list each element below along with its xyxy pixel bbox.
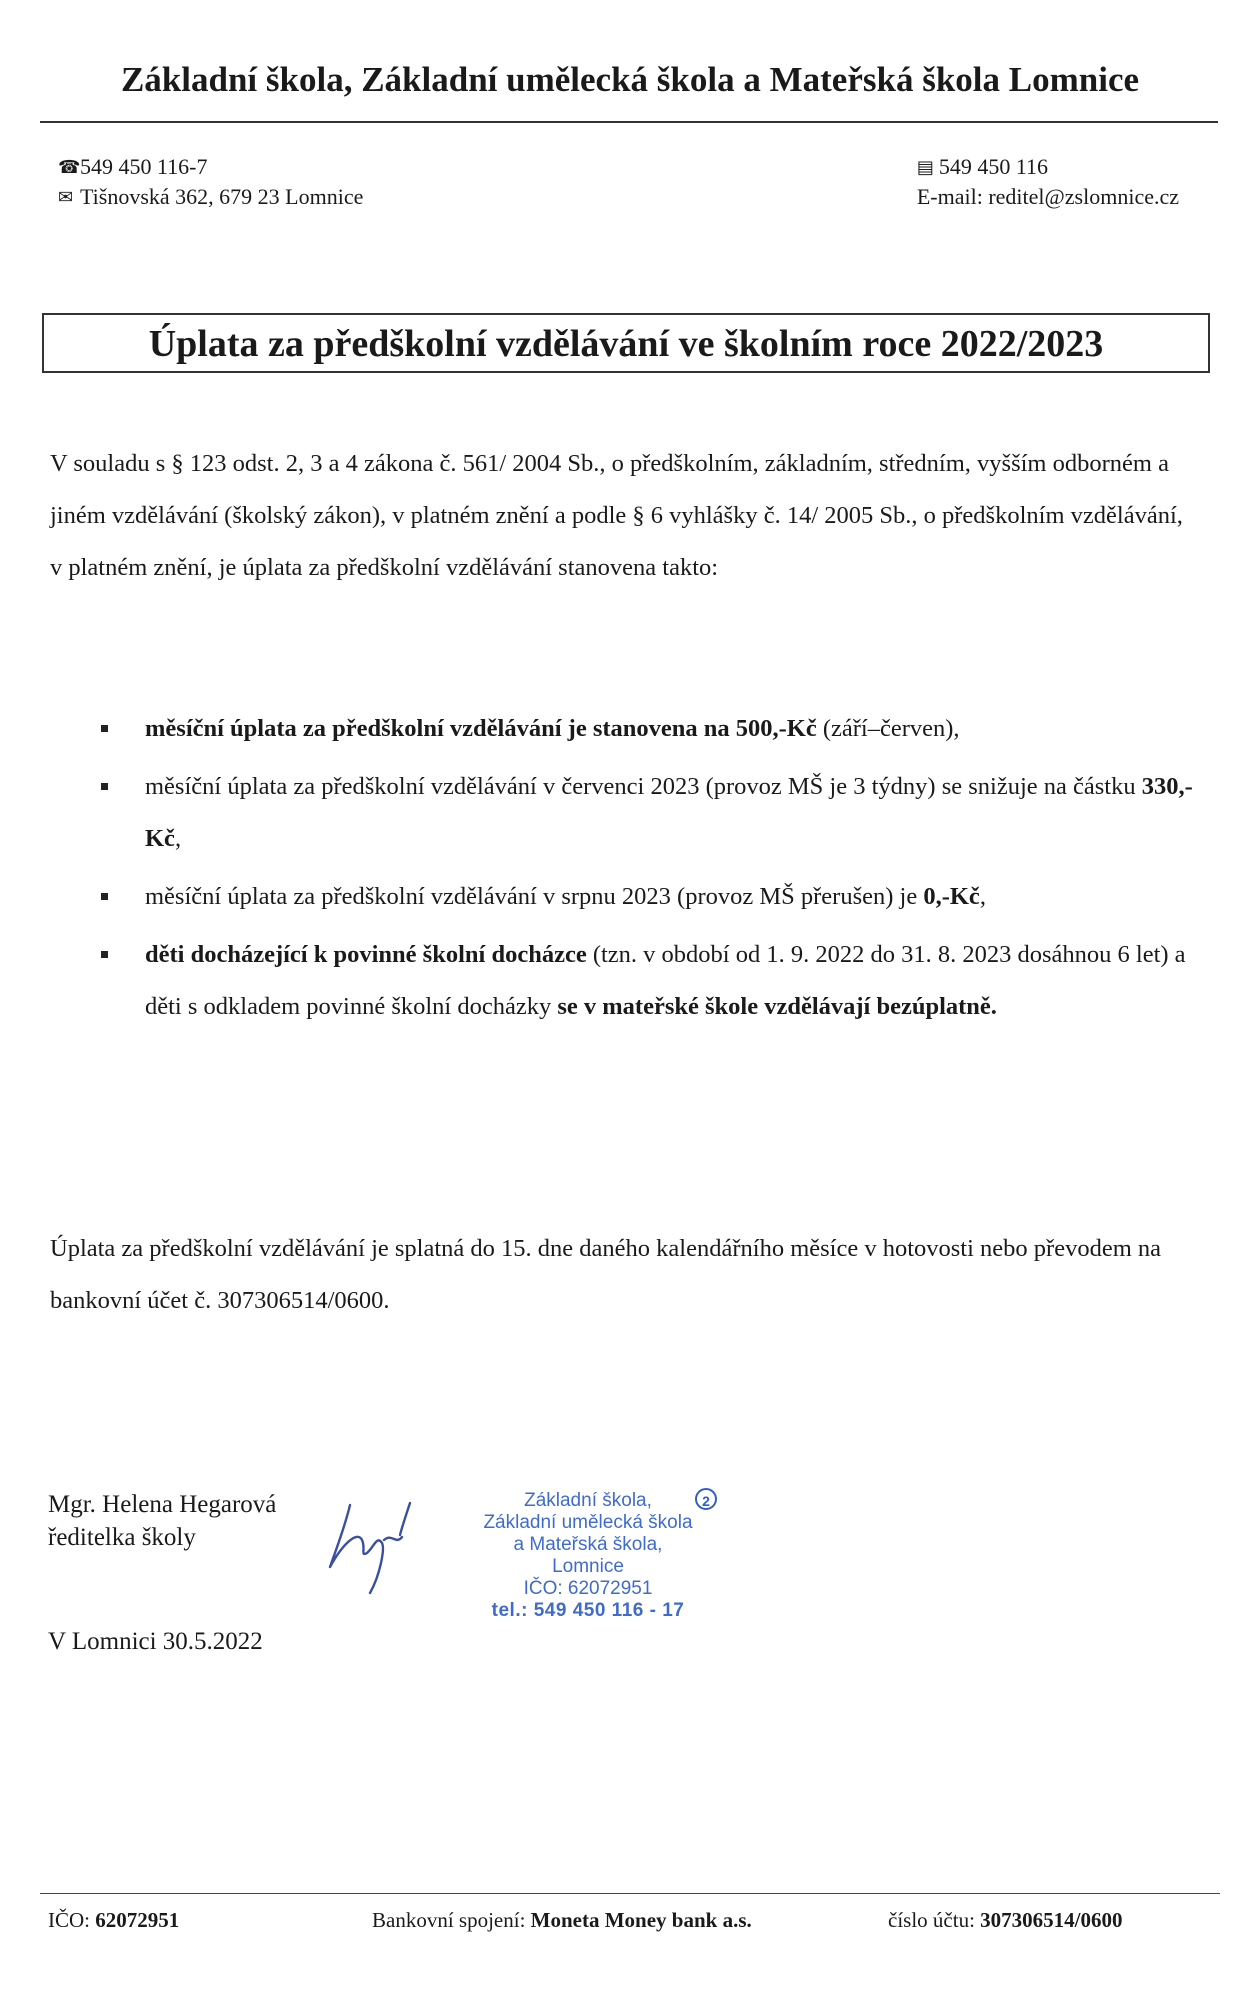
school-stamp: Základní škola, Základní umělecká škola a Mateřská škola, Lomnice IČO: 62072951 tel.: 549 450 116 - 17 xyxy=(483,1490,693,1621)
list-item: děti docházející k povinné školní docházce (tzn. v období od 1. 9. 2022 do 31. 8. 2023 dosáhnou 6 let) a děti s odkladem povinné školní docházky se v mateřské škole vzdělávají bezúplatně. xyxy=(93,929,1198,1033)
bullet-icon xyxy=(101,725,108,732)
payment-paragraph: Úplata za předškolní vzdělávání je splatná do 15. dne daného kalendářního měsíce v hotovosti nebo převodem na bankovní účet č. 307306514/0600. xyxy=(50,1235,1162,1314)
bullet-icon xyxy=(101,893,108,900)
footer-bank: Bankovní spojení: Moneta Money bank a.s. xyxy=(372,1908,752,1932)
school-name: Základní škola, Základní umělecká škola a Mateřská škola Lomnice xyxy=(120,60,1140,99)
mail-icon: ✉ xyxy=(58,187,74,207)
fax-number: 549 450 116 xyxy=(938,154,1049,179)
signer-role: ředitelka školy xyxy=(48,1524,196,1551)
fee-list xyxy=(93,703,1198,1039)
stamp-number-mark: 2 xyxy=(695,1488,717,1510)
bullet-icon xyxy=(101,783,108,790)
fax-icon: ▤ xyxy=(916,157,934,177)
footer-account: číslo účtu: 307306514/0600 xyxy=(888,1908,1123,1932)
fax-line xyxy=(917,152,1179,182)
address-line xyxy=(58,182,363,212)
footer-rule xyxy=(40,1893,1220,1894)
signature-image xyxy=(322,1485,452,1600)
signer-name: Mgr. Helena Hegarová xyxy=(48,1491,277,1518)
header-rule xyxy=(40,121,1218,123)
bullet-icon xyxy=(101,951,108,958)
intro-paragraph: V souladu s § 123 odst. 2, 3 a 4 zákona č. 561/ 2004 Sb., o předškolním, základním, středním, vyšším odborném a jiném vzdělávání (školský zákon), v platném znění a podle § 6 vyhlášky č. 14/ 2005 Sb., o předškolním vzdělávání, v platném znění, je úplata za předškolní vzdělávání stanovena takto: xyxy=(50,450,1183,581)
address: Tišnovská 362, 679 23 Lomnice xyxy=(80,184,364,209)
phone-number: 549 450 116-7 xyxy=(80,154,208,179)
list-item: měsíční úplata za předškolní vzdělávání je stanovena na 500,-Kč (září–červen), xyxy=(93,703,1198,755)
phone-line xyxy=(58,152,363,182)
document-title: Úplata za předškolní vzdělávání ve školním roce 2022/2023 xyxy=(42,313,1210,373)
contact-left xyxy=(58,152,363,212)
contact-right xyxy=(917,152,1179,211)
email: E-mail: reditel@zslomnice.cz xyxy=(916,184,1179,209)
phone-icon: ☎ xyxy=(58,157,81,177)
footer-ico: IČO: 62072951 xyxy=(48,1908,180,1932)
list-item: měsíční úplata za předškolní vzdělávání v červenci 2023 (provoz MŠ je 3 týdny) se snižuje na částku 330,- Kč, xyxy=(93,761,1198,865)
signer-block xyxy=(48,1488,276,1554)
list-item: měsíční úplata za předškolní vzdělávání v srpnu 2023 (provoz MŠ přerušen) je 0,-Kč, xyxy=(93,871,1198,923)
place-date: V Lomnici 30.5.2022 xyxy=(48,1628,263,1655)
